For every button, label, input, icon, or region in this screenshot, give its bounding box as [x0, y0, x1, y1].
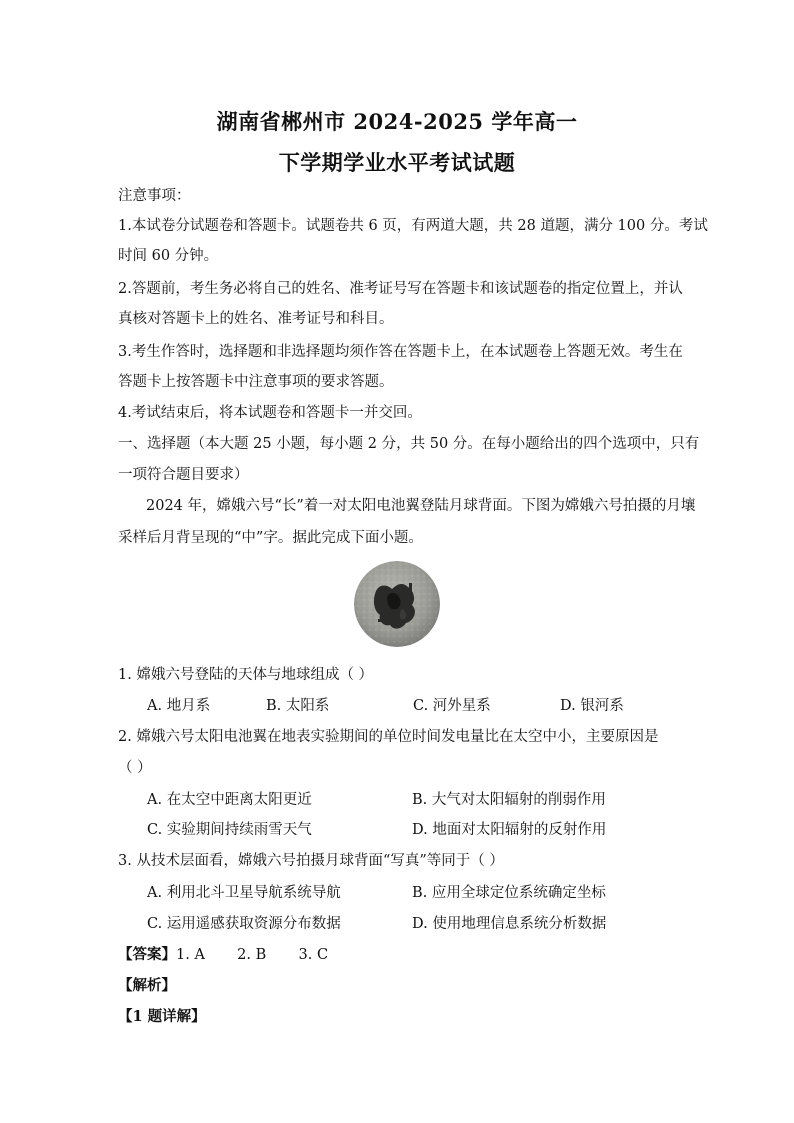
notice-heading: 注意事项：	[118, 188, 191, 204]
question-3-stem: 3. 从技术层面看，嫦娥六号拍摄月球背面“写真”等同于（ ）	[118, 853, 504, 869]
detail-label: 【1 题详解】	[118, 1008, 206, 1025]
question-2-option-c: C. 实验期间持续雨雪天气	[147, 822, 312, 838]
passage-line2: 采样后月背呈现的“中”字。据此完成下面小题。	[118, 530, 423, 546]
question-1-stem: 1. 嫦娥六号登陆的天体与地球组成（ ）	[118, 667, 374, 683]
answer-values: 1. A 2. B 3. C	[176, 947, 329, 963]
answer-label: 【答案】	[118, 946, 176, 963]
question-3-option-c: C. 运用遥感获取资源分布数据	[147, 916, 341, 932]
moon-surface-photo	[354, 561, 440, 647]
answer-line	[118, 945, 328, 965]
notice-item-2-line2: 真核对答题卡上的姓名、准考证号和科目。	[118, 311, 394, 327]
question-3-option-b: B. 应用全球定位系统确定坐标	[412, 885, 606, 901]
question-2-stem-line1: 2. 嫦娥六号太阳电池翼在地表实验期间的单位时间发电量比在太空中小，主要原因是	[118, 729, 659, 745]
exam-title-line1: 湖南省郴州市 2024-2025 学年高一	[216, 109, 578, 134]
notice-item-1-line2: 时间 60 分钟。	[118, 248, 219, 264]
section-heading-line1: 一、选择题（本大题 25 小题，每小题 2 分，共 50 分。在每小题给出的四个选项中，只有	[118, 436, 700, 452]
question-1-option-a: A. 地月系	[147, 698, 211, 714]
question-1-option-d: D. 银河系	[560, 698, 624, 714]
notice-item-1-line1: 1.本试卷分试题卷和答题卡。试题卷共 6 页，有两道大题，共 28 道题，满分 100 分。考试	[118, 218, 708, 234]
section-heading-line2: 一项符合题目要求）	[118, 467, 249, 483]
notice-item-3-line2: 答题卡上按答题卡中注意事项的要求答题。	[118, 374, 394, 390]
question-2-option-b: B. 大气对太阳辐射的削弱作用	[412, 792, 606, 808]
question-3-option-a: A. 利用北斗卫星导航系统导航	[147, 885, 341, 901]
question-2-option-d: D. 地面对太阳辐射的反射作用	[412, 822, 607, 838]
passage-line1: 2024 年，嫦娥六号“长”着一对太阳电池翼登陆月球背面。下图为嫦娥六号拍摄的月壤	[146, 498, 696, 514]
analysis-label: 【解析】	[118, 977, 176, 994]
moon-photo-graphic	[354, 561, 440, 647]
question-1-option-c: C. 河外星系	[413, 698, 491, 714]
notice-item-2-line1: 2.答题前，考生务必将自己的姓名、准考证号写在答题卡和该试题卷的指定位置上，并认	[118, 281, 683, 297]
question-3-option-d: D. 使用地理信息系统分析数据	[412, 916, 607, 932]
notice-item-4: 4.考试结束后，将本试题卷和答题卡一并交回。	[118, 405, 422, 421]
question-1-option-b: B. 太阳系	[266, 698, 330, 714]
notice-item-3-line1: 3.考生作答时，选择题和非选择题均须作答在答题卡上，在本试题卷上答题无效。考生在	[118, 344, 683, 360]
exam-title-line2: 下学期学业水平考试试题	[278, 150, 516, 175]
question-2-stem-line2: （ ）	[118, 760, 152, 776]
question-2-option-a: A. 在太空中距离太阳更近	[147, 792, 312, 808]
